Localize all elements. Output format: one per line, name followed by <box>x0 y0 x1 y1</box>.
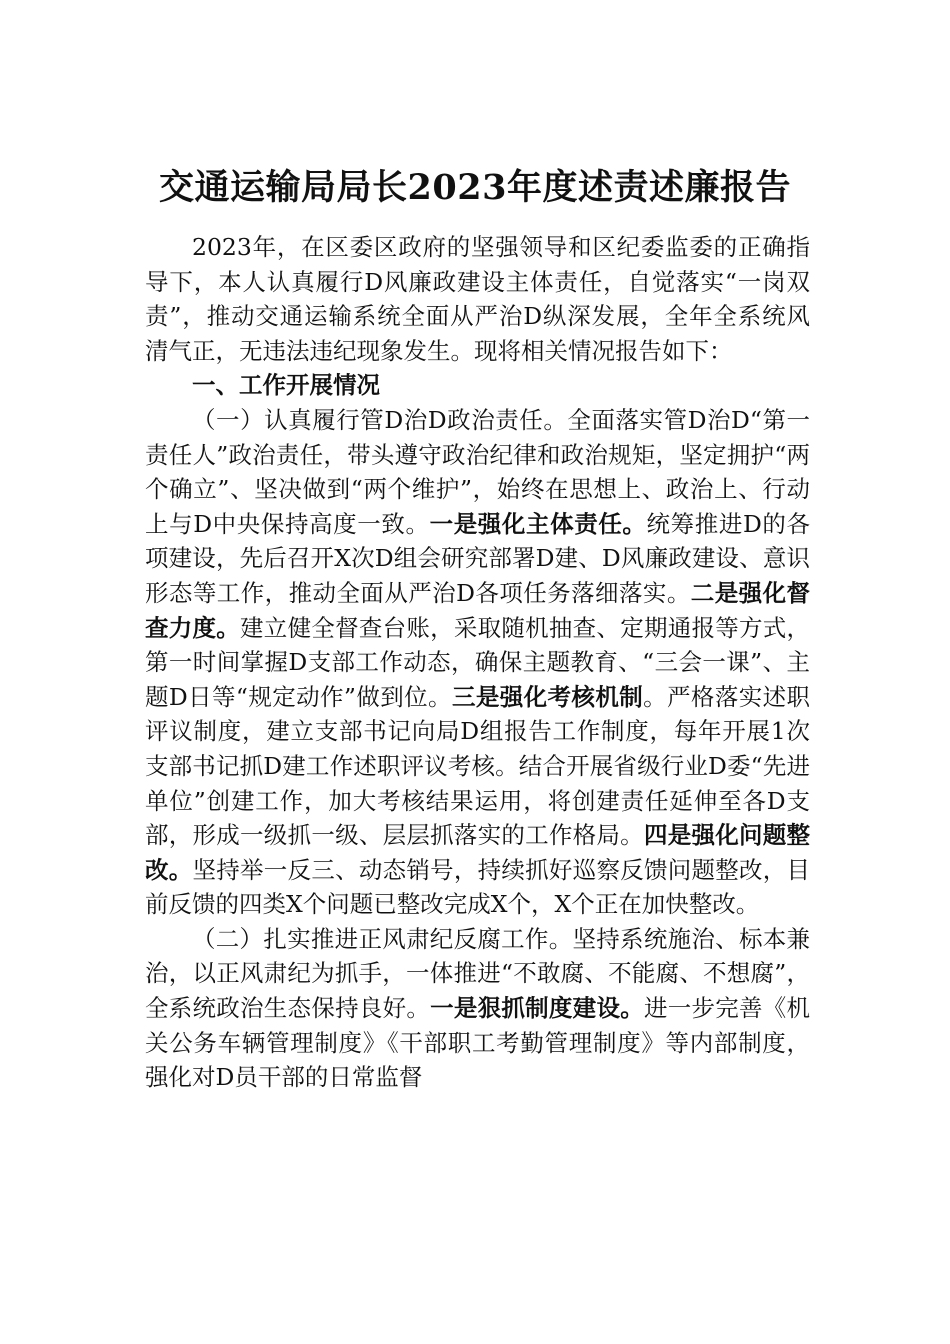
part2-text1: 坚持系统施治、标本兼治，以正风肃纪为抓手，一体推进“不敢腐、不能腐、不想腐”，全系统政治生态保持良好。 <box>145 924 811 1023</box>
document-body <box>145 230 810 1095</box>
paragraph-part2 <box>145 922 810 1095</box>
part1-text4: 。严格落实述职评议制度，建立支部书记向局D组报告工作制度，每年开展1次支部书记抓D建工作述职评议考核。结合开展省级行业D委“先进单位”创建工作，加大考核结果运用，将创建责任延伸至各D支部，形成一级抓一级、层层抓落实的工作格局。 <box>145 682 811 850</box>
part1-text5: 坚持举一反三、动态销号，持续抓好巡察反馈问题整改，目前反馈的四类X个问题已整改完成X个，X个正在加快整改。 <box>145 855 811 919</box>
part1-bold3: 三是强化考核机制 <box>451 682 644 711</box>
part2-text2: 进一步完善《机关公务车辆管理制度》《干部职工考勤管理制度》等内部制度，强化对D员干部的日常监督 <box>145 994 811 1092</box>
part1-bold1: 一是强化主体责任。 <box>429 509 647 538</box>
part1-text3: 建立健全督查台账，采取随机抽查、定期通报等方式，第一时间掌握D支部工作动态，确保主题教育、“三会一课”、主题D日等“规定动作”做到位。 <box>145 613 811 711</box>
document-title: 交通运输局局长2023年度述责述廉报告 <box>159 167 791 208</box>
intro-paragraph: 2023年，在区委区政府的坚强领导和区纪委监委的正确指导下，本人认真履行D风廉政建设主体责任，自觉落实“一岗双责”，推动交通运输系统全面从严治D纵深发展，全年全系统风清气正，无违法违纪现象发生。现将相关情况报告如下： <box>145 233 810 365</box>
part2-bold1: 一是狠抓制度建设。 <box>430 994 644 1023</box>
part2-lead: （二）扎实推进正风肃纪反腐工作。 <box>192 924 573 953</box>
part1-bold2: 二是强化督查力度。 <box>145 578 811 642</box>
part1-text2: 统筹推进D的各项建设，先后召开X次D组会研究部署D建、D风廉政建设、意识形态等工作，推动全面从严治D各项任务落细落实。 <box>145 509 810 607</box>
section-heading: 一、工作开展情况 <box>192 371 380 400</box>
part1-text1: 全面落实管D治D“第一责任人”政治责任，带头遵守政治纪律和政治规矩，坚定拥护“两个确立”、坚决做到“两个维护”，始终在思想上、政治上、行动上与D中央保持高度一致。 <box>145 405 811 538</box>
part1-bold4: 四是强化问题整改。 <box>145 821 811 884</box>
part1-lead: （一）认真履行管D治D政治责任。 <box>192 405 568 434</box>
paragraph-part1 <box>145 403 810 922</box>
